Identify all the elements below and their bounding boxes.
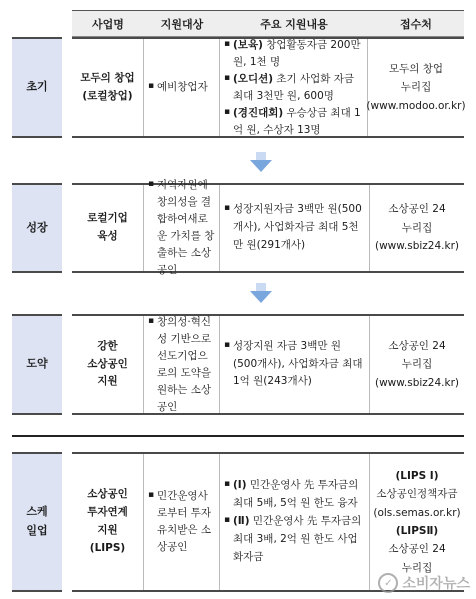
stage-label: 스케 일업 — [26, 505, 48, 537]
target-cell — [144, 179, 220, 276]
watermark — [378, 573, 470, 593]
support-item: ▪ 성장지원자금 3백만 원(500개사), 사업화자금 최대 5천만 원(291개사) — [224, 201, 365, 255]
support-item: ▪ (Ⅱ) 민간운영사 先 투자금의 최대 3배, 2억 원 한도 사업화자금 — [224, 513, 365, 567]
row-early — [72, 37, 464, 138]
program-name: 강한 소상공인 지원 — [72, 316, 144, 413]
support-cell — [220, 316, 370, 413]
support-item: ▪ (오디션) 초기 사업화 자금 최대 3천만 원, 600명 — [224, 71, 363, 105]
contact-lips2-label: (LIPSⅡ) — [395, 525, 439, 537]
contact-cell: 모두의 창업 누리집 (www.modoo.or.kr) — [366, 62, 466, 112]
header-program: 사업명 — [72, 10, 144, 37]
row-leap — [72, 314, 464, 415]
program-name: 소상공인 투자연계 지원 (LIPS) — [72, 454, 144, 590]
down-arrow-icon — [250, 152, 272, 172]
stage-leap — [12, 314, 62, 415]
stage-early — [12, 37, 62, 138]
support-cell — [220, 39, 368, 136]
target-item: ▪ 예비창업자 — [148, 79, 215, 97]
contact-cell: 소상공인 24 누리집 (www.sbiz24.kr) — [375, 203, 459, 253]
watermark-logo-icon: ✓ — [378, 573, 398, 593]
program-name: 모두의 창업 (로컬창업) — [72, 39, 144, 136]
stage-label: 성장 — [26, 220, 48, 234]
support-item: ▪ (보육) 창업활동자금 200만 원, 1천 명 — [224, 37, 363, 71]
header-target: 지원대상 — [144, 10, 220, 37]
target-item: ▪ 지역자원에 창의성을 결합하여새로운 가치를 창출하는 소상공인 — [148, 177, 215, 279]
section-divider — [12, 435, 464, 437]
support-cell — [220, 454, 370, 590]
target-cell — [144, 39, 220, 136]
stage-scaleup — [12, 452, 62, 592]
stage-label: 초기 — [26, 80, 48, 94]
row-growth — [72, 179, 464, 276]
watermark-text: 소비자뉴스 — [402, 576, 470, 592]
row-scaleup — [72, 452, 464, 592]
stage-growth — [12, 183, 62, 273]
header-contact: 접수처 — [368, 10, 464, 37]
support-item: ▪ 성장지원 자금 3백만 원(500개사), 사업화자금 최대 1억 원(243개사) — [224, 338, 365, 392]
support-cell — [220, 185, 370, 271]
target-item: ▪ 창의성·혁신성 기반으로 선도기업으로의 도약을 원하는 소상공인 — [148, 314, 215, 416]
contact-lips2: 소상공인 24 누리집 — [388, 543, 446, 574]
contact-lips1-label: (LIPS Ⅰ) — [395, 469, 439, 482]
target-cell — [144, 454, 220, 590]
contact-cell — [370, 454, 464, 590]
program-name: 로컬기업 육성 — [72, 185, 144, 271]
target-item: ▪ 민간운영사로부터 투자유치받은 소상공인 — [148, 488, 215, 556]
target-cell — [144, 316, 220, 413]
support-item: ▪ (Ⅰ) 민간운영사 先 투자금의 최대 5배, 5억 원 한도 융자 — [224, 477, 365, 513]
stage-label: 도약 — [26, 357, 48, 371]
support-item: ▪ (경진대회) 우승상금 최대 1억 원, 수상자 13명 — [224, 105, 363, 139]
contact-cell: 소상공인 24 누리집 (www.sbiz24.kr) — [375, 339, 459, 389]
contact-lips1: 소상공인정책자금 (ols.semas.or.kr) — [373, 488, 461, 519]
down-arrow-icon — [250, 283, 272, 303]
header-support: 주요 지원내용 — [220, 10, 368, 37]
